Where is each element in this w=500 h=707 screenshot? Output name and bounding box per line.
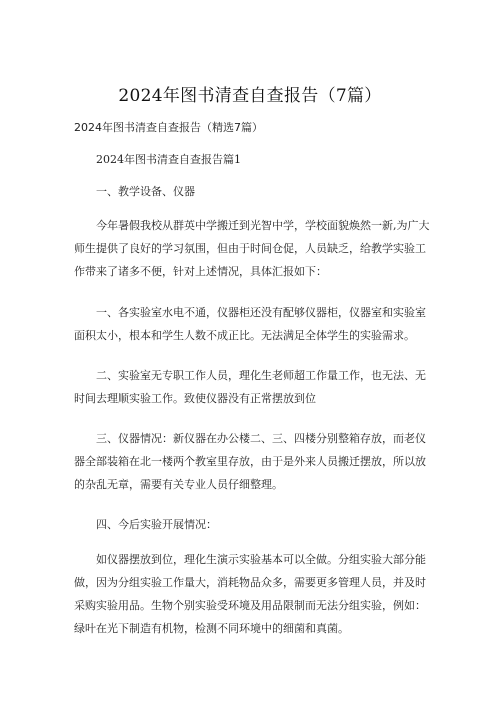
- para5-line1: 如仪器摆放到位，理化生演示实验基本可以全做。分组实验大部分能: [96, 553, 426, 566]
- para4-line1: 三、仪器情况：新仪器在办公楼二、三、四楼分别整箱存放，而老仪: [96, 432, 426, 445]
- para1-line3: 作带来了诸多不便，针对上述情况，具体汇报如下：: [74, 265, 327, 278]
- para5-line2: 做，因为分组实验工作量大，消耗物品众多，需要更多管理人员，并及时: [74, 576, 426, 589]
- para3-line1: 二、实验室无专职工作人员，理化生老师超工作量工作，也无法、无: [96, 369, 426, 382]
- para4-line3: 的杂乱无章，需要有关专业人员仔细整理。: [74, 478, 283, 491]
- item4-heading: 四、今后实验开展情况：: [96, 518, 217, 531]
- para3-line2: 时间去理顺实验工作。致使仪器没有正常摆放到位: [74, 392, 316, 405]
- para1-line1: 今年暑假我校从群英中学搬迁到光智中学，学校面貌焕然一新,为广大: [96, 219, 430, 232]
- para2-line1: 一、各实验室水电不通，仪器柜还没有配够仪器柜，仪器室和实验室: [96, 306, 426, 319]
- para5-line3: 采购实验用品。生物个别实验受环境及用品限制而无法分组实验，例如：: [74, 599, 426, 612]
- para2-line2: 面积太小，根本和学生人数不成正比。无法满足全体学生的实验需求。: [74, 329, 415, 342]
- para5-line4: 绿叶在光下制造有机物，检测不同环境中的细菌和真菌。: [74, 622, 349, 635]
- section-heading: 2024年图书清查自查报告篇1: [96, 153, 241, 166]
- para4-line2: 器全部装箱在北一楼两个教室里存放，由于是外来人员搬迁摆放，所以放: [74, 455, 426, 468]
- para1-line2: 师生提供了良好的学习氛围，但由于时间仓促，人员缺乏，给教学实验工: [74, 242, 426, 255]
- item1-heading: 一、教学设备、仪器: [96, 185, 195, 198]
- document-title: 2024年图书清查自查报告（7篇）: [118, 86, 382, 106]
- document-subtitle: 2024年图书清查自查报告（精选7篇）: [74, 121, 263, 134]
